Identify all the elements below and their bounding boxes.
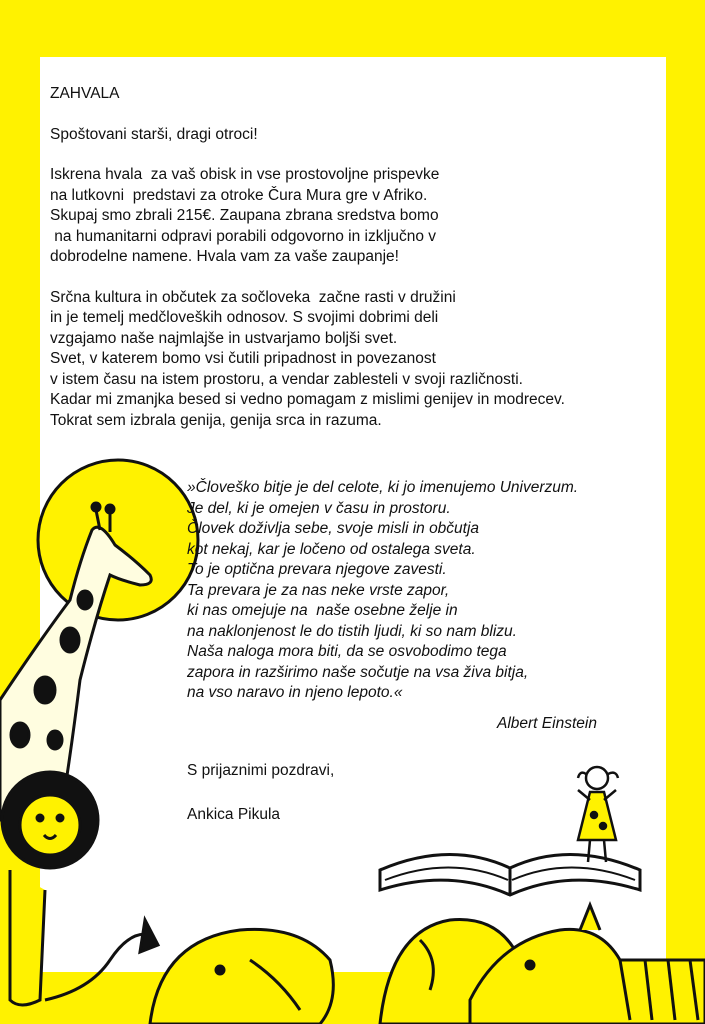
quote-line: Človek doživlja sebe, svoje misli in občutja	[187, 520, 480, 537]
paragraph1-line: Skupaj smo zbrali 215€. Zaupana zbrana sredstva bomo	[50, 207, 439, 224]
letter-title: ZAHVALA	[50, 85, 120, 102]
quote-line: »Človeško bitje je del celote, ki jo imenujemo Univerzum.	[187, 479, 579, 496]
lion-icon	[2, 772, 158, 1005]
quote-line: na vso naravo in njeno lepoto.«	[187, 684, 403, 701]
paragraph2-line: Kadar mi zmanjka besed si vedno pomagam z mislimi genijev in modrecev.	[50, 391, 565, 408]
sun-icon	[38, 460, 198, 620]
paragraph1-line: na lutkovni predstavi za otroke Čura Mura gre v Afriko.	[50, 186, 428, 204]
quote-line: ki nas omejuje na naše osebne želje in	[187, 602, 458, 619]
paragraph1-line: na humanitarni odpravi porabili odgovorno in izključno v	[50, 227, 437, 245]
quote-line: zapora in razširimo naše sočutje na vsa živa bitja,	[187, 663, 529, 681]
quote-line: Je del, ki je omejen v času in prostoru.	[187, 499, 451, 517]
paragraph2-line: Tokrat sem izbrala genija, genija srca in razuma.	[50, 411, 382, 429]
open-book-icon	[380, 854, 640, 895]
einstein-quote	[187, 478, 667, 704]
paragraph2-line: in je temelj medčloveških odnosov. S svojimi dobrimi deli	[50, 309, 439, 326]
salutation: Spoštovani starši, dragi otroci!	[50, 125, 258, 143]
paragraph2-line: vzgajamo naše najmlajše in ustvarjamo boljši svet.	[50, 329, 398, 347]
paragraph2-line: Svet, v katerem bomo vsi čutili pripadnost in povezanost	[50, 350, 436, 367]
quote-author: Albert Einstein	[497, 715, 597, 732]
paragraph2-line: Srčna kultura in občutek za sočloveka začne rasti v družini	[50, 288, 456, 306]
quote-line: Naša naloga mora biti, da se osvobodimo tega	[187, 643, 507, 660]
signature: Ankica Pikula	[187, 806, 281, 823]
zebra-icon	[470, 905, 705, 1024]
paragraph1-line: Iskrena hvala za vaš obisk in vse prostovoljne prispevke	[50, 166, 440, 183]
quote-line: na naklonjenost le do tistih ljudi, ki so nam blizu.	[187, 622, 517, 640]
quote-line: kot nekaj, kar je ločeno od ostalega sveta.	[187, 540, 476, 558]
girl-icon	[578, 767, 618, 862]
letter-body	[50, 84, 670, 431]
closing: S prijaznimi pozdravi,	[187, 762, 335, 779]
paragraph1-line: dobrodelne namene. Hvala vam za vaše zaupanje!	[50, 248, 399, 265]
quote-line: To je optična prevara njegove zavesti.	[187, 561, 447, 578]
quote-line: Ta prevara je za nas neke vrste zapor,	[187, 581, 450, 599]
paragraph2-line: v istem času na istem prostoru, a vendar zablesteli v svoji različnosti.	[50, 370, 523, 388]
elephant-icon	[150, 929, 333, 1024]
